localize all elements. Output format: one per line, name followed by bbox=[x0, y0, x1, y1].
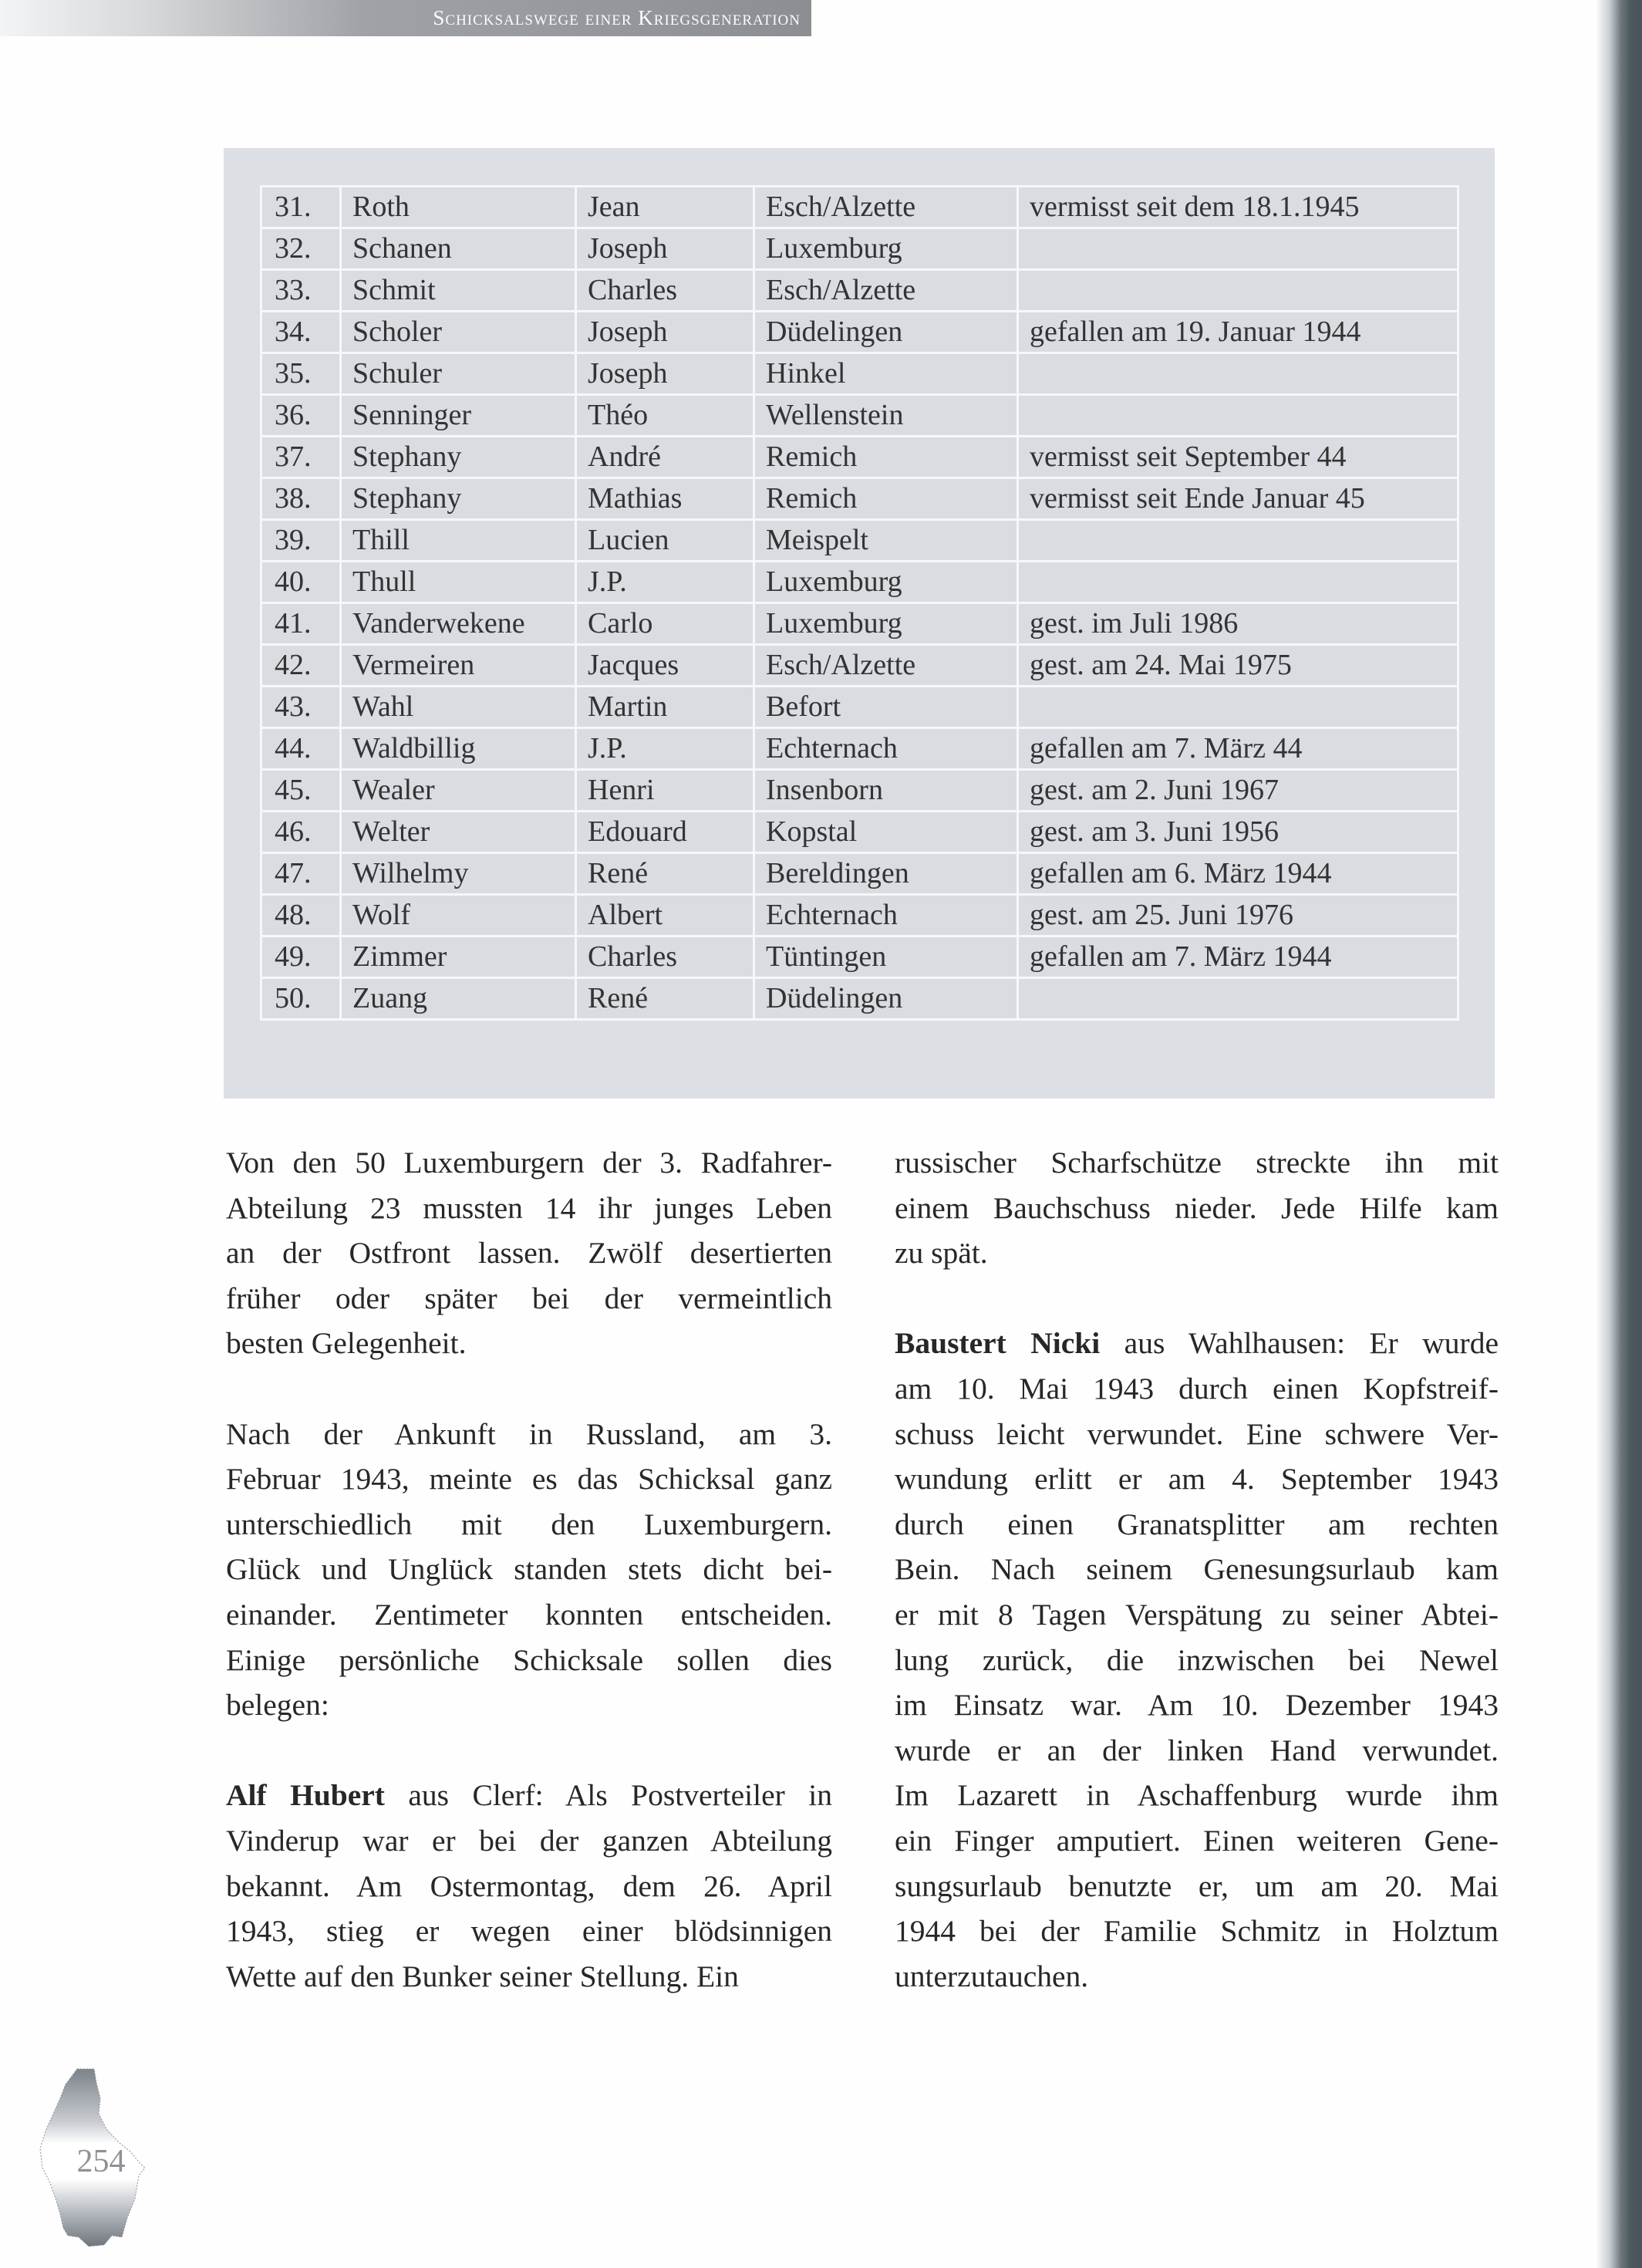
hometown-cell: Luxemburg bbox=[754, 562, 1018, 603]
row-number-cell: 34. bbox=[261, 312, 341, 353]
person-name: Baustert Nicki bbox=[895, 1326, 1101, 1361]
text-line-rest: aus Wahlhausen: Er wurde bbox=[1100, 1326, 1499, 1361]
text-line: ein Finger amputiert. Einen weiteren Gene- bbox=[895, 1823, 1499, 1858]
row-number-cell: 50. bbox=[261, 978, 341, 1020]
last-name-cell: Waldbillig bbox=[341, 728, 576, 770]
last-name-cell: Zuang bbox=[341, 978, 576, 1020]
text-line: zu spät. bbox=[895, 1236, 988, 1271]
last-name-cell: Wahl bbox=[341, 687, 576, 728]
fate-note-cell: vermisst seit dem 18.1.1945 bbox=[1018, 187, 1458, 228]
table-row bbox=[261, 812, 1458, 853]
row-number-cell: 35. bbox=[261, 353, 341, 395]
first-name-cell: Lucien bbox=[576, 520, 754, 562]
table-row bbox=[261, 353, 1458, 395]
table-row bbox=[261, 937, 1458, 978]
first-name-cell: Joseph bbox=[576, 312, 754, 353]
last-name-cell: Wilhelmy bbox=[341, 853, 576, 895]
last-name-cell: Welter bbox=[341, 812, 576, 853]
row-number-cell: 45. bbox=[261, 770, 341, 812]
text-line: wurde er an der linken Hand verwundet. bbox=[895, 1733, 1499, 1767]
fate-note-cell: gefallen am 6. März 1944 bbox=[1018, 853, 1458, 895]
text-line: einem Bauchschuss nieder. Jede Hilfe kam bbox=[895, 1190, 1499, 1225]
text-line: durch einen Granatsplitter am rechten bbox=[895, 1507, 1499, 1541]
text-line: an der Ostfront lassen. Zwölf desertierten bbox=[226, 1236, 832, 1271]
row-number-cell: 41. bbox=[261, 603, 341, 645]
running-head-title: Schicksalswege einer Kriegsgeneration bbox=[433, 6, 801, 29]
table-row bbox=[261, 978, 1458, 1020]
hometown-cell: Esch/Alzette bbox=[754, 270, 1018, 312]
text-line: bekannt. Am Ostermontag, dem 26. April bbox=[226, 1868, 832, 1903]
text-line: Nach der Ankunft in Russland, am 3. bbox=[226, 1416, 832, 1451]
body-paragraph bbox=[895, 1321, 1499, 1999]
text-line: Abteilung 23 mussten 14 ihr junges Leben bbox=[226, 1190, 832, 1225]
last-name-cell: Wealer bbox=[341, 770, 576, 812]
body-paragraph bbox=[226, 1140, 832, 1366]
fate-note-cell: gefallen am 7. März 1944 bbox=[1018, 937, 1458, 978]
hometown-cell: Luxemburg bbox=[754, 603, 1018, 645]
text-line: früher oder später bei der vermeintlich bbox=[226, 1281, 832, 1315]
first-name-cell: Charles bbox=[576, 270, 754, 312]
hometown-cell: Hinkel bbox=[754, 353, 1018, 395]
last-name-cell: Schmit bbox=[341, 270, 576, 312]
last-name-cell: Stephany bbox=[341, 478, 576, 520]
hometown-cell: Befort bbox=[754, 687, 1018, 728]
text-line: schuss leicht verwundet. Eine schwere Ver- bbox=[895, 1416, 1499, 1451]
right-text-column bbox=[895, 1140, 1499, 2044]
text-line: Glück und Unglück standen stets dicht bei- bbox=[226, 1552, 832, 1587]
table-row bbox=[261, 270, 1458, 312]
fate-note-cell bbox=[1018, 520, 1458, 562]
hometown-cell: Esch/Alzette bbox=[754, 187, 1018, 228]
last-name-cell: Scholer bbox=[341, 312, 576, 353]
first-name-cell: Joseph bbox=[576, 228, 754, 270]
roster-table-body bbox=[261, 187, 1458, 1020]
text-line bbox=[895, 1321, 1499, 1366]
body-paragraph bbox=[895, 1140, 1499, 1276]
fate-note-cell bbox=[1018, 978, 1458, 1020]
first-name-cell: André bbox=[576, 437, 754, 478]
fate-note-cell: gefallen am 19. Januar 1944 bbox=[1018, 312, 1458, 353]
row-number-cell: 37. bbox=[261, 437, 341, 478]
fate-note-cell: gest. am 25. Juni 1976 bbox=[1018, 895, 1458, 937]
first-name-cell: Jacques bbox=[576, 645, 754, 687]
hometown-cell: Düdelingen bbox=[754, 312, 1018, 353]
text-line: russischer Scharfschütze streckte ihn mit bbox=[895, 1146, 1499, 1180]
hometown-cell: Echternach bbox=[754, 895, 1018, 937]
text-line: Von den 50 Luxemburgern der 3. Radfahrer- bbox=[226, 1146, 832, 1180]
text-line: 1944 bei der Familie Schmitz in Holztum bbox=[895, 1914, 1499, 1949]
table-row bbox=[261, 687, 1458, 728]
row-number-cell: 48. bbox=[261, 895, 341, 937]
first-name-cell: Martin bbox=[576, 687, 754, 728]
row-number-cell: 32. bbox=[261, 228, 341, 270]
hometown-cell: Bereldingen bbox=[754, 853, 1018, 895]
text-line: Bein. Nach seinem Genesungsurlaub kam bbox=[895, 1552, 1499, 1587]
page-number: 254 bbox=[76, 2144, 126, 2179]
first-name-cell: René bbox=[576, 853, 754, 895]
text-line: im Einsatz war. Am 10. Dezember 1943 bbox=[895, 1688, 1499, 1723]
text-line-rest: aus Clerf: Als Postverteiler in bbox=[384, 1778, 832, 1813]
fate-note-cell: gefallen am 7. März 44 bbox=[1018, 728, 1458, 770]
row-number-cell: 36. bbox=[261, 395, 341, 437]
row-number-cell: 40. bbox=[261, 562, 341, 603]
row-number-cell: 46. bbox=[261, 812, 341, 853]
fate-note-cell: gest. im Juli 1986 bbox=[1018, 603, 1458, 645]
fate-note-cell bbox=[1018, 353, 1458, 395]
row-number-cell: 39. bbox=[261, 520, 341, 562]
fate-note-cell bbox=[1018, 395, 1458, 437]
left-text-column bbox=[226, 1140, 832, 2044]
first-name-cell: J.P. bbox=[576, 562, 754, 603]
last-name-cell: Thull bbox=[341, 562, 576, 603]
fate-note-cell bbox=[1018, 228, 1458, 270]
table-row bbox=[261, 187, 1458, 228]
text-line bbox=[226, 1773, 832, 1818]
row-number-cell: 42. bbox=[261, 645, 341, 687]
first-name-cell: Théo bbox=[576, 395, 754, 437]
page-binding-shadow bbox=[1596, 0, 1642, 2268]
text-line: Vinderup war er bei der ganzen Abteilung bbox=[226, 1823, 832, 1858]
hometown-cell: Luxemburg bbox=[754, 228, 1018, 270]
last-name-cell: Senninger bbox=[341, 395, 576, 437]
table-row bbox=[261, 478, 1458, 520]
roster-table-box bbox=[224, 148, 1495, 1099]
row-number-cell: 47. bbox=[261, 853, 341, 895]
text-line: unterschiedlich mit den Luxemburgern. bbox=[226, 1507, 832, 1541]
table-row bbox=[261, 603, 1458, 645]
first-name-cell: Carlo bbox=[576, 603, 754, 645]
fate-note-cell: vermisst seit September 44 bbox=[1018, 437, 1458, 478]
first-name-cell: Albert bbox=[576, 895, 754, 937]
text-line: besten Gelegenheit. bbox=[226, 1326, 467, 1361]
first-name-cell: René bbox=[576, 978, 754, 1020]
last-name-cell: Vermeiren bbox=[341, 645, 576, 687]
last-name-cell: Roth bbox=[341, 187, 576, 228]
table-row bbox=[261, 770, 1458, 812]
last-name-cell: Schanen bbox=[341, 228, 576, 270]
fate-note-cell: gest. am 2. Juni 1967 bbox=[1018, 770, 1458, 812]
text-line: Wette auf den Bunker seiner Stellung. Ein bbox=[226, 1959, 739, 1993]
fate-note-cell bbox=[1018, 270, 1458, 312]
last-name-cell: Schuler bbox=[341, 353, 576, 395]
hometown-cell: Düdelingen bbox=[754, 978, 1018, 1020]
table-row bbox=[261, 312, 1458, 353]
fate-note-cell bbox=[1018, 687, 1458, 728]
row-number-cell: 31. bbox=[261, 187, 341, 228]
text-line: einander. Zentimeter konnten entscheiden. bbox=[226, 1597, 832, 1632]
text-line: wundung erlitt er am 4. September 1943 bbox=[895, 1462, 1499, 1497]
running-head bbox=[0, 0, 811, 36]
text-line: unterzutauchen. bbox=[895, 1959, 1089, 1993]
row-number-cell: 38. bbox=[261, 478, 341, 520]
text-line: lung zurück, die inzwischen bei Newel bbox=[895, 1642, 1499, 1677]
hometown-cell: Wellenstein bbox=[754, 395, 1018, 437]
hometown-cell: Meispelt bbox=[754, 520, 1018, 562]
last-name-cell: Stephany bbox=[341, 437, 576, 478]
table-row bbox=[261, 728, 1458, 770]
hometown-cell: Tüntingen bbox=[754, 937, 1018, 978]
last-name-cell: Wolf bbox=[341, 895, 576, 937]
hometown-cell: Kopstal bbox=[754, 812, 1018, 853]
first-name-cell: Edouard bbox=[576, 812, 754, 853]
hometown-cell: Esch/Alzette bbox=[754, 645, 1018, 687]
table-row bbox=[261, 645, 1458, 687]
first-name-cell: Joseph bbox=[576, 353, 754, 395]
body-paragraph bbox=[226, 1412, 832, 1728]
first-name-cell: J.P. bbox=[576, 728, 754, 770]
table-row bbox=[261, 395, 1458, 437]
hometown-cell: Insenborn bbox=[754, 770, 1018, 812]
fate-note-cell: vermisst seit Ende Januar 45 bbox=[1018, 478, 1458, 520]
last-name-cell: Vanderwekene bbox=[341, 603, 576, 645]
hometown-cell: Echternach bbox=[754, 728, 1018, 770]
table-row bbox=[261, 437, 1458, 478]
fate-note-cell: gest. am 24. Mai 1975 bbox=[1018, 645, 1458, 687]
page-number-badge bbox=[23, 2052, 170, 2253]
row-number-cell: 49. bbox=[261, 937, 341, 978]
row-number-cell: 43. bbox=[261, 687, 341, 728]
first-name-cell: Henri bbox=[576, 770, 754, 812]
body-paragraph bbox=[226, 1773, 832, 1999]
person-name: Alf Hubert bbox=[226, 1778, 385, 1813]
last-name-cell: Zimmer bbox=[341, 937, 576, 978]
first-name-cell: Jean bbox=[576, 187, 754, 228]
roster-table bbox=[260, 185, 1459, 1021]
row-number-cell: 33. bbox=[261, 270, 341, 312]
row-number-cell: 44. bbox=[261, 728, 341, 770]
table-row bbox=[261, 895, 1458, 937]
text-line: er mit 8 Tagen Verspätung zu seiner Abtei- bbox=[895, 1597, 1499, 1632]
text-line: sungsurlaub benutzte er, um am 20. Mai bbox=[895, 1868, 1499, 1903]
text-line: belegen: bbox=[226, 1688, 329, 1723]
text-line: Im Lazarett in Aschaffenburg wurde ihm bbox=[895, 1778, 1499, 1813]
first-name-cell: Mathias bbox=[576, 478, 754, 520]
hometown-cell: Remich bbox=[754, 437, 1018, 478]
table-row bbox=[261, 562, 1458, 603]
fate-note-cell bbox=[1018, 562, 1458, 603]
table-row bbox=[261, 520, 1458, 562]
text-line: am 10. Mai 1943 durch einen Kopfstreif- bbox=[895, 1371, 1499, 1406]
last-name-cell: Thill bbox=[341, 520, 576, 562]
text-line: Februar 1943, meinte es das Schicksal ganz bbox=[226, 1462, 832, 1497]
text-line: Einige persönliche Schicksale sollen dies bbox=[226, 1642, 832, 1677]
hometown-cell: Remich bbox=[754, 478, 1018, 520]
text-line: 1943, stieg er wegen einer blödsinnigen bbox=[226, 1914, 832, 1949]
fate-note-cell: gest. am 3. Juni 1956 bbox=[1018, 812, 1458, 853]
table-row bbox=[261, 228, 1458, 270]
first-name-cell: Charles bbox=[576, 937, 754, 978]
table-row bbox=[261, 853, 1458, 895]
